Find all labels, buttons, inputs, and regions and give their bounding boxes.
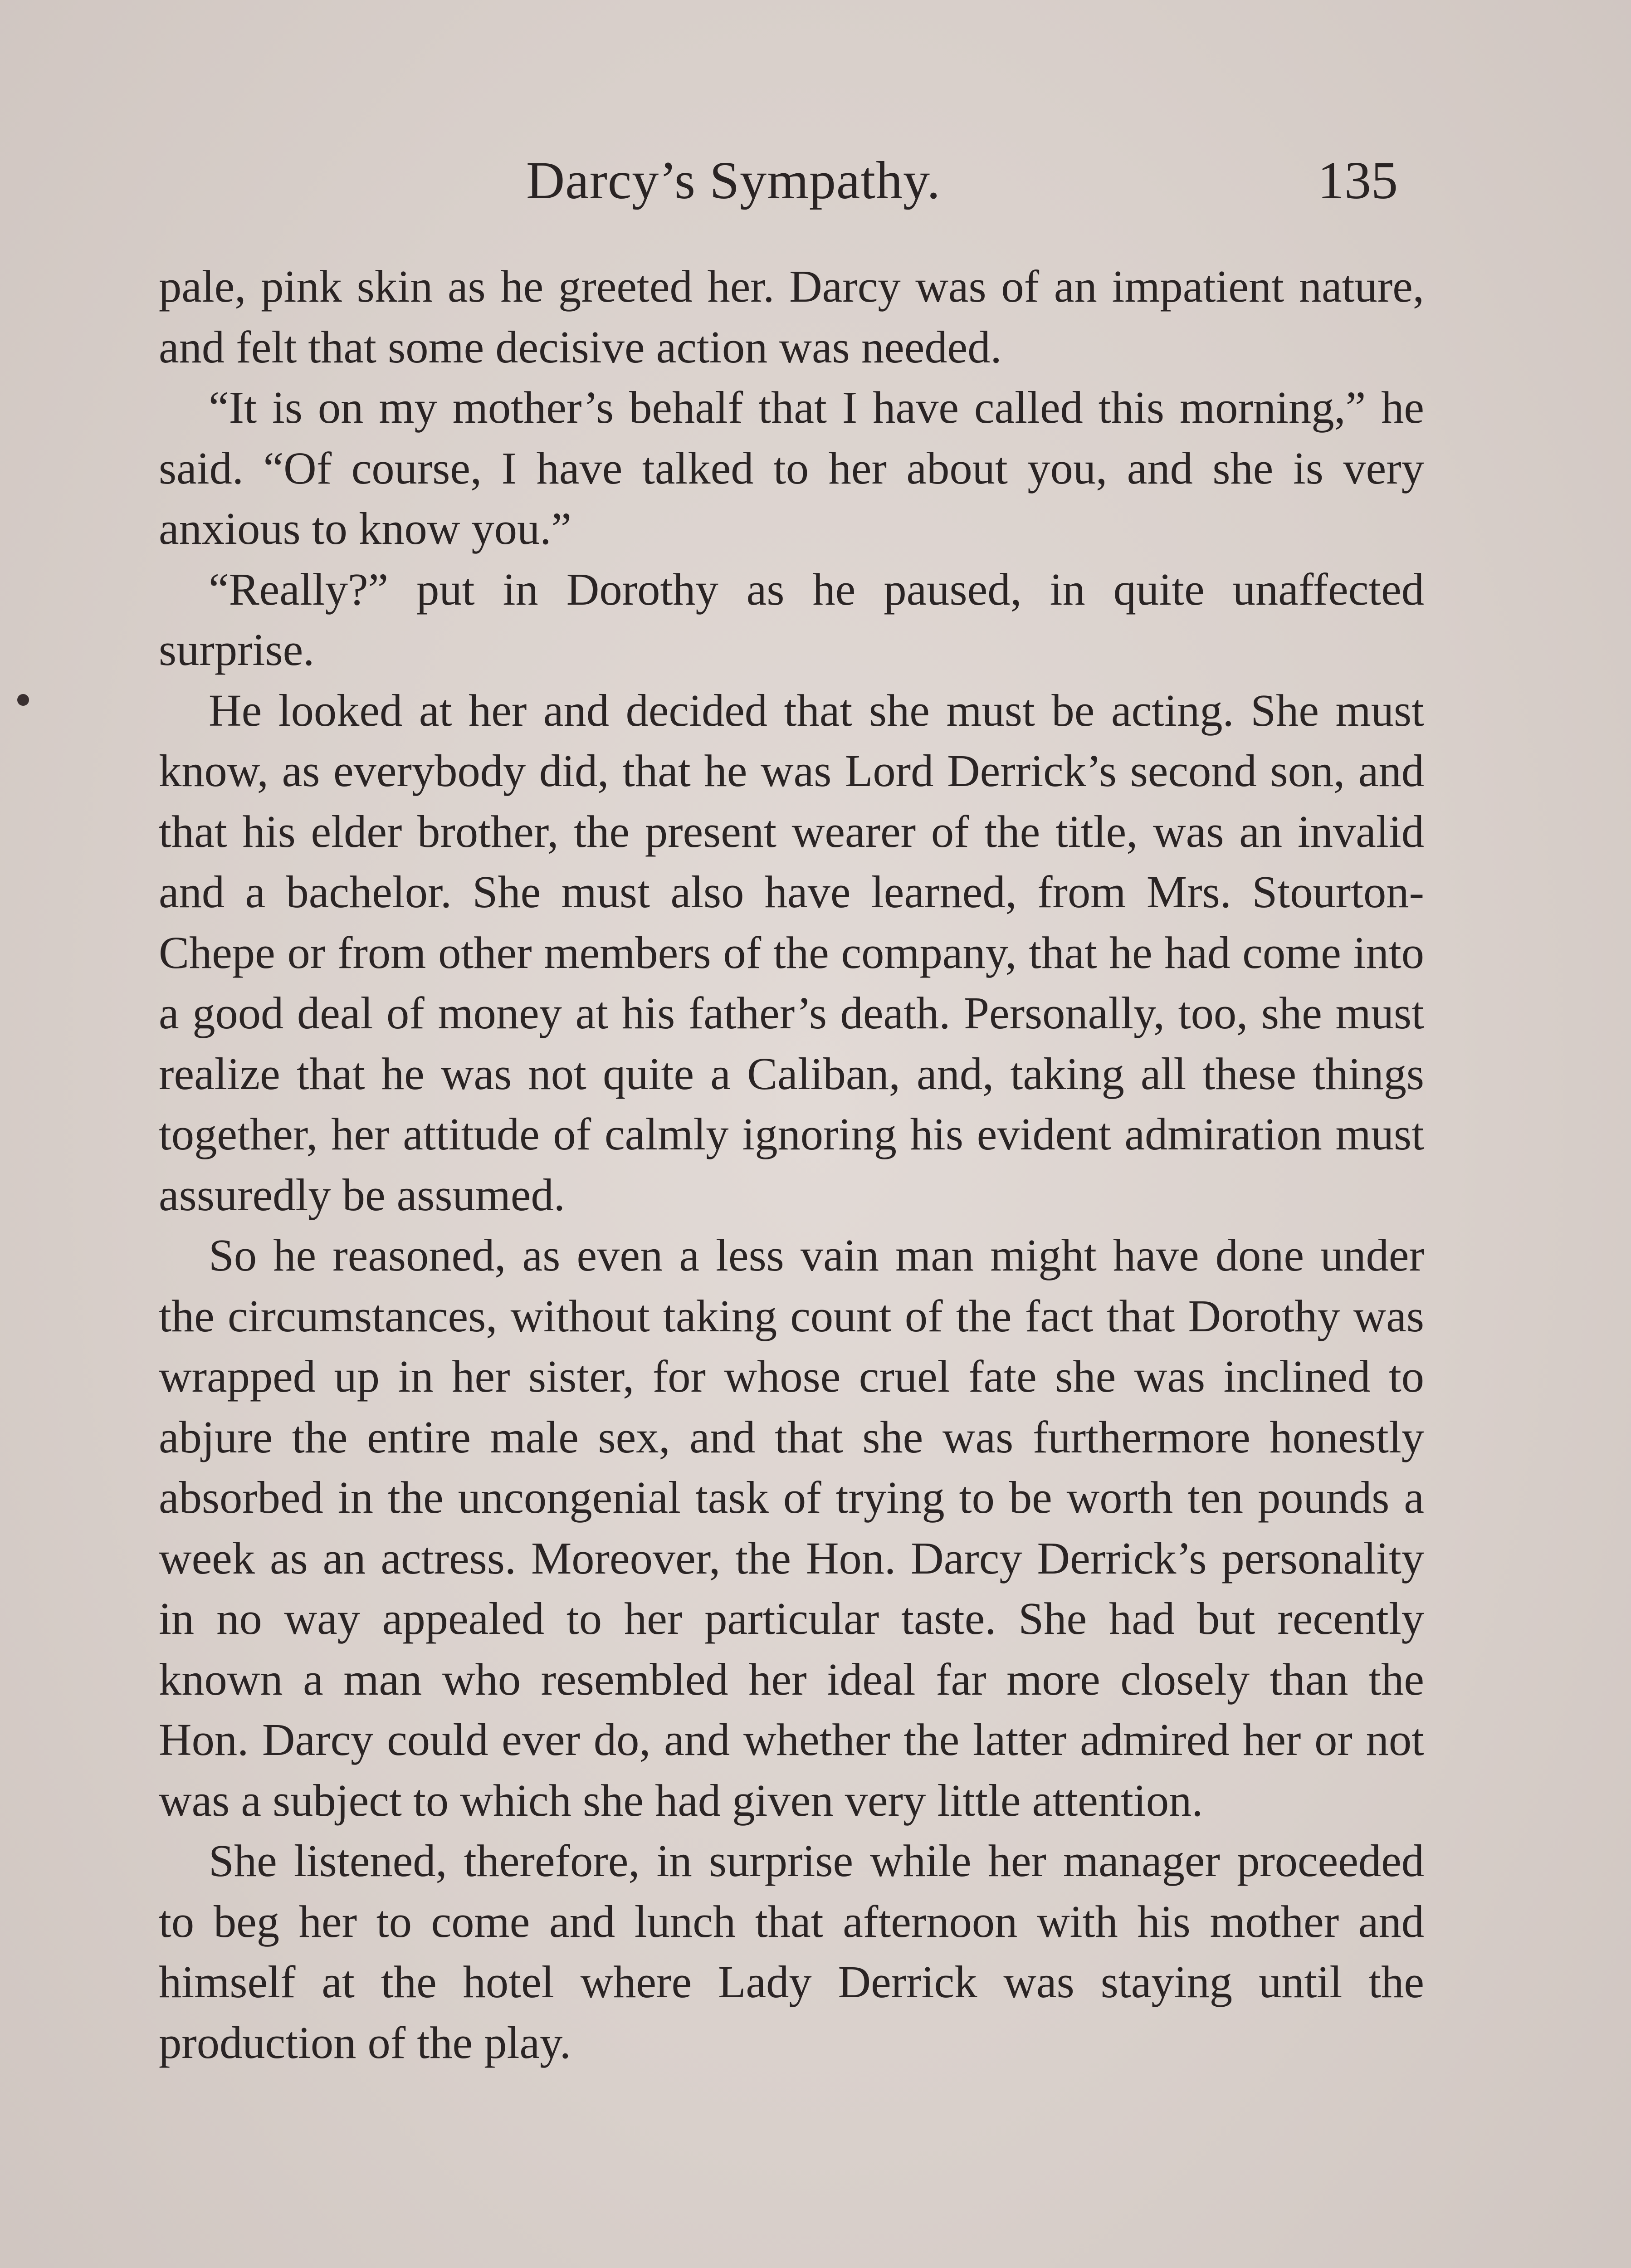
paragraph: pale, pink skin as he greeted her. Darcy was of an impatient nature, and felt that some decisive action was needed.	[159, 261, 1424, 372]
ink-speck	[17, 694, 29, 706]
paragraph: She listened, therefore, in surprise while her manager proceeded to beg her to come and lunch that afternoon with his mother and himself at the hotel where Lady Derrick was staying until the production of the play.	[159, 1835, 1424, 2068]
paragraph: So he reasoned, as even a less vain man might have done under the circumstances, without taking count of the fact that Dorothy was wrapped up in her sister, for whose cruel fate she was inclined to abjure the entire male sex, and that she was furthermore honestly absorbed in the uncongenial task of trying to be worth ten pounds a week as an actress. Moreover, the Hon. Darcy Derrick’s personality in no way appealed to her particular taste. She had but recently known a man who resembled her ideal far more closely than the Hon. Darcy could ever do, and whether the latter admired her or not was a subject to which she had given very little attention.	[159, 1230, 1424, 1826]
body-text	[159, 256, 1424, 2073]
paragraph: He looked at her and decided that she must be acting. She must know, as everybody did, that he was Lord Derrick’s second son, and that his elder brother, the present wearer of the title, was an invalid and a bachelor. She must also have learned, from Mrs. Stourton-Chepe or from other members of the company, that he had come into a good deal of money at his father’s death. Personally, too, she must realize that he was not quite a Caliban, and, taking all these things together, her attitude of calmly ignoring his evident admiration must assuredly be assumed.	[159, 684, 1424, 1220]
page-header	[0, 150, 1631, 218]
running-title: Darcy’s Sympathy.	[526, 151, 941, 210]
paragraph: “It is on my mother’s behalf that I have called this morning,” he said. “Of course, I have talked to her about you, and she is very anxious to know you.”	[159, 382, 1424, 554]
paragraph: “Really?” put in Dorothy as he paused, in quite unaffected surprise.	[159, 563, 1424, 675]
page-number: 135	[1318, 151, 1398, 210]
